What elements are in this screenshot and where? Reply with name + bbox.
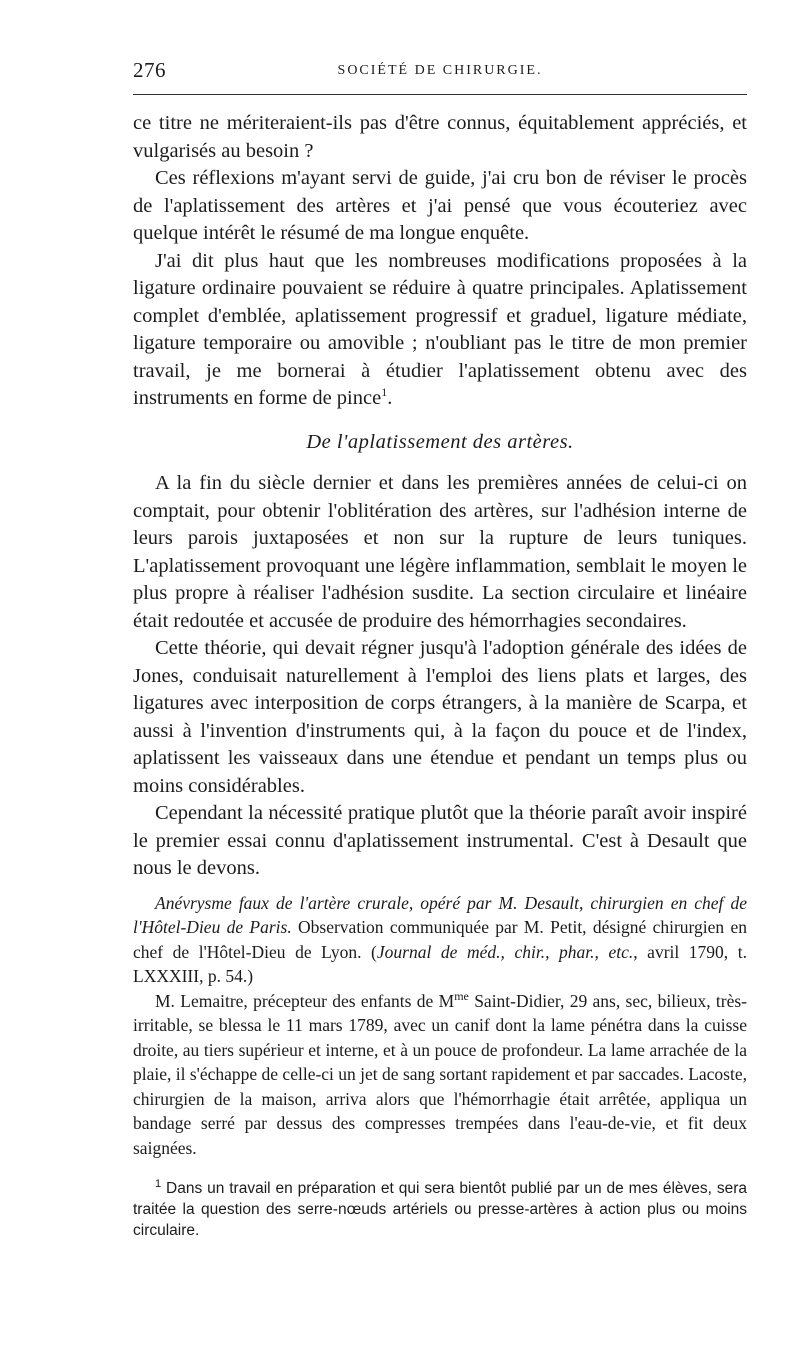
footnote-paragraph: [133, 1174, 747, 1241]
observation-p1-rest: Saint-Didier, 29 ans, sec, bilieux, très-irritable, se blessa le 11 mars 1789, avec un canif dont la lame pénétra dans la cuisse droite, au tiers supérieur et interne, et à un pouce de profondeur. La lame arrachée de la plaie, il s'échappe de celle-ci un jet de sang sortant rapidement et par saccades. Lacoste, chirurgien de la maison, arriva alors que l'hémorrhagie était arrêtée, appliqua un bandage serré par dessus des compresses trempées dans l'eau-de-vie, et fit deux saignées.: [133, 990, 747, 1158]
paragraph-5: Cette théorie, qui devait régner jusqu'à l'adoption générale des idées de Jones, conduisait naturellement à l'emploi des liens plats et larges, des ligatures avec interposition de corps étrangers, à la manière de Scarpa, et aussi à l'invention d'instruments qui, à la façon du pouce et de l'index, aplatissent les vaisseaux dans une étendue et pendant un temps plus ou moins considérables.: [133, 637, 747, 797]
body-text: [133, 110, 747, 1160]
observation: [133, 891, 747, 1161]
header-rule: [133, 94, 747, 95]
observation-p1-sup: me: [454, 988, 469, 1003]
observation-paragraph: [133, 989, 747, 1161]
running-title: SOCIÉTÉ DE CHIRURGIE.: [337, 63, 543, 78]
paragraph-4: A la fin du siècle dernier et dans les premières années de celui-ci on comptait, pour obtenir l'oblitération des artères, sur l'adhésion interne de leurs parois juxtaposées et non sur la rupture de leurs tuniques. L'aplatissement provoquant une légère inflammation, semblait le moyen le plus propre à réaliser l'adhésion susdite. La section circulaire et linéaire était redoutée et accusée de produire des hémorrhagies secondaires.: [133, 472, 747, 632]
paragraph-3-end: .: [387, 387, 393, 409]
observation-title: [133, 891, 747, 989]
observation-p1-start: M. Lemaitre, précepteur des enfants de M: [155, 990, 455, 1011]
footnote-text: Dans un travail en préparation et qui sera bientôt publié par un de mes élèves, sera traitée la question des serre-nœuds artériels ou presse-artères à action plus ou moins circulaire.: [133, 1180, 747, 1240]
footnote-mark: 1: [155, 1178, 162, 1190]
paragraph-3: [133, 248, 747, 413]
observation-title-rest: Observation communiquée par M. Petit, désigné chirurgien en chef de l'Hôtel-Dieu de Lyon. (: [133, 917, 747, 962]
page-header: [133, 58, 747, 92]
footnote-reference[interactable]: 1: [381, 385, 388, 400]
paragraph-3-text: J'ai dit plus haut que les nombreuses modifications proposées à la ligature ordinaire pouvaient se réduire à quatre principales. Aplatissement complet d'emblée, aplatissement progressif et graduel, ligature médiate, ligature temporaire ou amovible ; n'oubliant pas le titre de mon premier travail, je me bornerai à étudier l'aplatissement obtenu avec des instruments en forme de pince: [133, 249, 747, 409]
paragraph-1: ce titre ne mériteraient-ils pas d'être connus, équitablement appréciés, et vulgarisés au besoin ?: [133, 112, 747, 162]
page-number: 276: [133, 58, 166, 82]
observation-source-italic: Journal de méd., chir., phar., etc.: [376, 941, 634, 962]
footnote: [133, 1174, 747, 1241]
paragraph-2: Ces réflexions m'ayant servi de guide, j'ai cru bon de réviser le procès de l'aplatissement des artères et j'ai pensé que vous écouteriez avec quelque intérêt le résumé de ma longue enquête.: [133, 167, 747, 244]
observation-title-italic: Anévrysme faux de l'artère crurale, opéré par M. Desault, chirurgien en chef de l'Hôtel-Dieu de Paris.: [133, 892, 747, 937]
observation-source-rest: , avril 1790, t. LXXXIII, p. 54.): [133, 941, 747, 986]
section-title: De l'aplatissement des artères.: [306, 430, 574, 453]
paragraph-6: Cependant la nécessité pratique plutôt que la théorie paraît avoir inspiré le premier essai connu d'aplatissement instrumental. C'est à Desault que nous le devons.: [133, 802, 747, 879]
